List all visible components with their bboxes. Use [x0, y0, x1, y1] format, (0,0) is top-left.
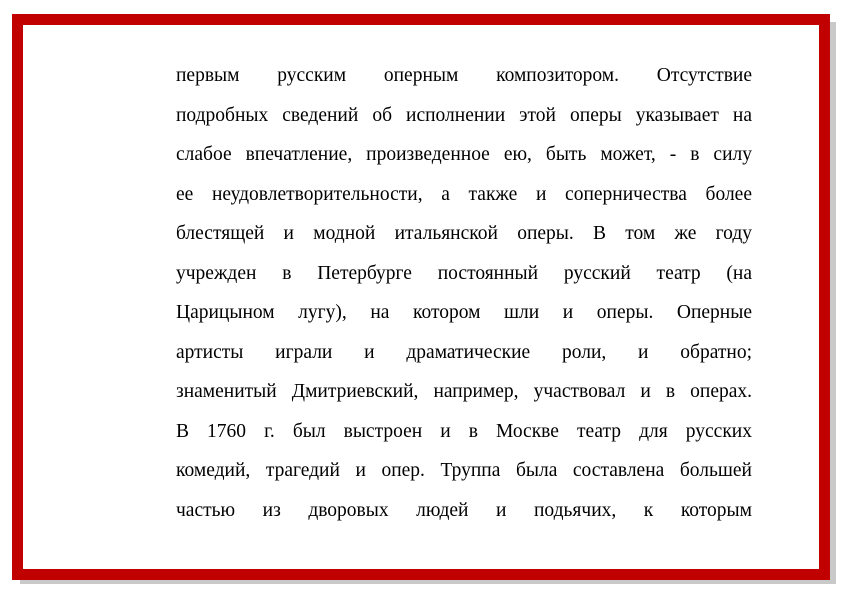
text-line: артисты играли и драматические роли, и обратно; [176, 341, 752, 363]
text-line: первым русским оперным композитором. Отсутствие [176, 65, 752, 86]
text-line: учрежден в Петербурге постоянный русский театр (на [176, 262, 752, 284]
slide-body-text [176, 56, 752, 530]
text-line: знаменитый Дмитриевский, например, участвовал и в операх. [176, 381, 752, 402]
text-line: Царицыном лугу), на котором шли и оперы. Оперные [176, 302, 752, 323]
text-line: подробных сведений об исполнении этой оперы указывает на [176, 104, 752, 126]
text-line: ее неудовлетворительности, а также и соперничества более [176, 183, 752, 205]
text-line: слабое впечатление, произведенное ею, быть может, - в силу [176, 144, 752, 165]
text-line: блестящей и модной итальянской оперы. В том же году [176, 223, 752, 244]
text-line: В 1760 г. был выстроен и в Москве театр для русских [176, 420, 752, 442]
text-line: комедий, трагедий и опер. Труппа была составлена большей [176, 460, 752, 481]
text-line: частью из дворовых людей и подьячих, к которым [176, 499, 752, 521]
